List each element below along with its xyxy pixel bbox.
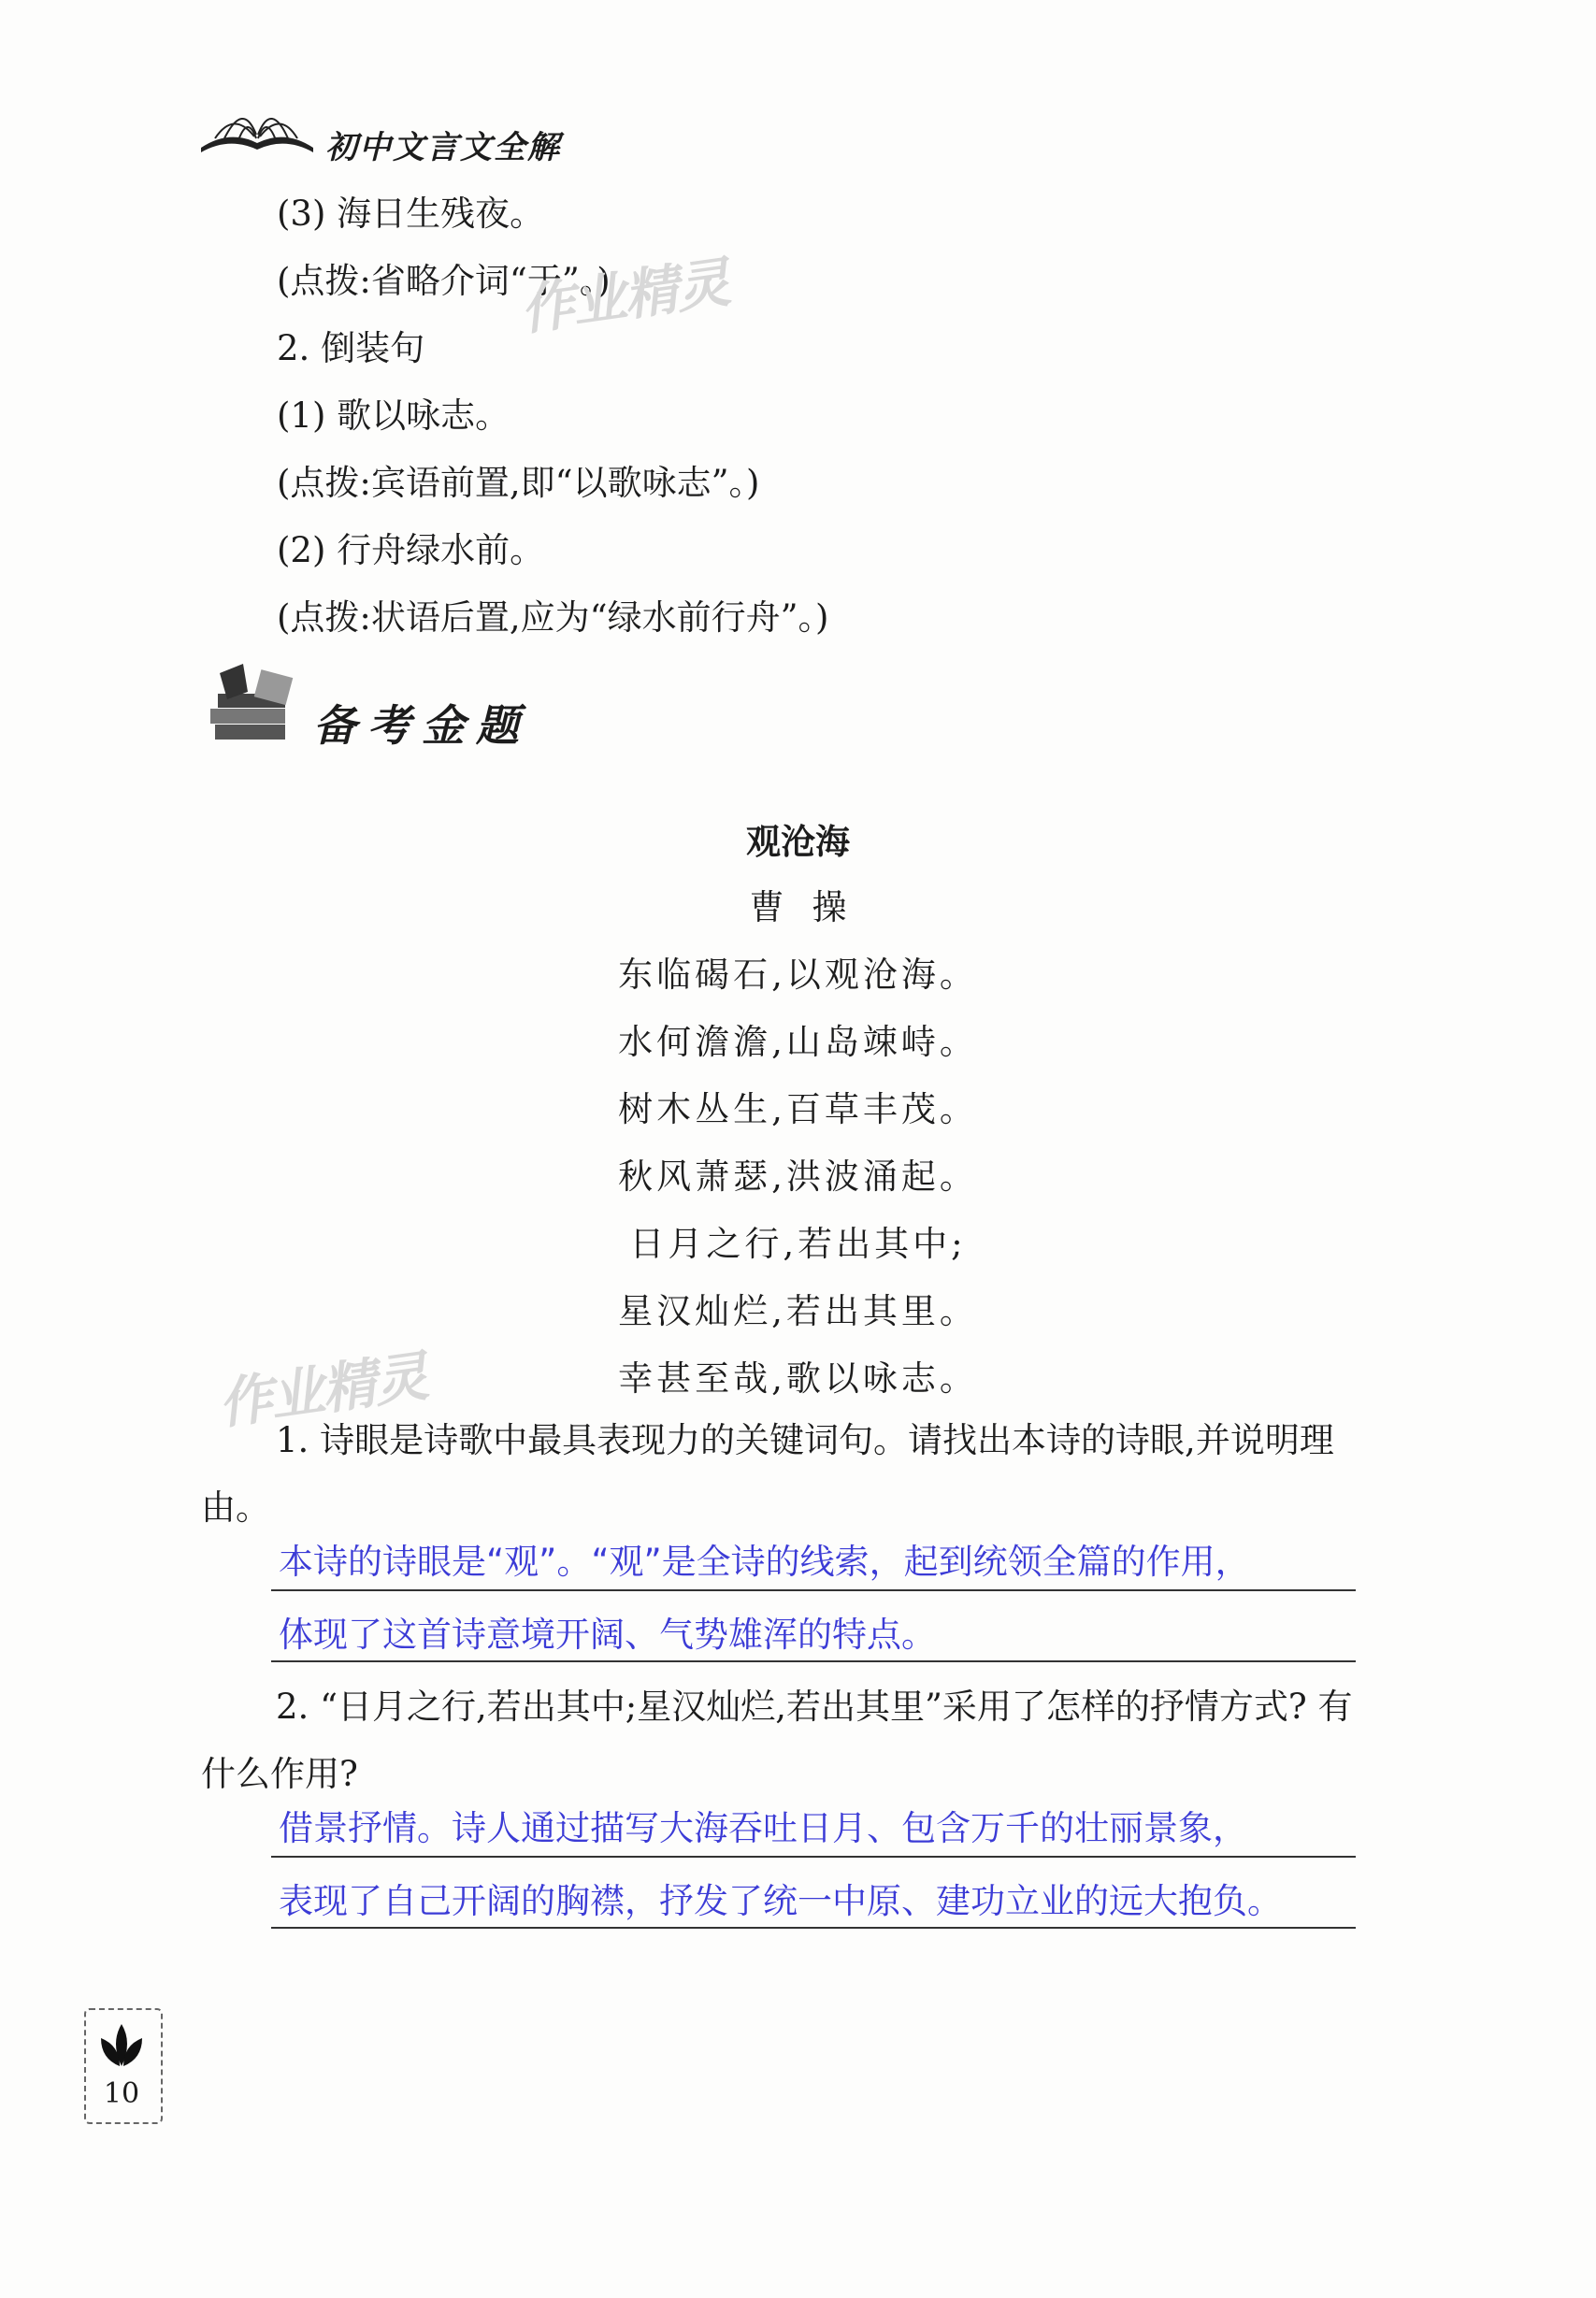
intro-line: 2. 倒装句	[277, 328, 425, 368]
question-2: 2. “日月之行,若出其中;星汉灿烂,若出其里”采用了怎样的抒情方式? 有什么作用?	[201, 1687, 1353, 1794]
section-title: 备考金题	[313, 700, 530, 751]
answer-rule	[271, 1589, 1356, 1591]
lotus-icon	[93, 2019, 150, 2071]
watermark: 作业精灵	[214, 1343, 431, 1437]
poem-line: 幸甚至哉,歌以咏志。	[618, 1358, 978, 1399]
poem-line: 秋风萧瑟,洪波涌起。	[618, 1156, 978, 1197]
header-title: 初中文言文全解	[325, 129, 561, 166]
answer-1-line-1: 本诗的诗眼是“观”。“观”是全诗的线索，起到统领全篇的作用，	[279, 1542, 1250, 1582]
poem-line: 水何澹澹,山岛竦峙。	[618, 1022, 978, 1062]
intro-line: (点拨:省略介词“于”。)	[277, 261, 611, 301]
answer-1-line-2: 体现了这首诗意境开阔、气势雄浑的特点。	[279, 1615, 936, 1655]
answer-rule	[271, 1660, 1356, 1662]
poem-line: 树木丛生,百草丰茂。	[618, 1089, 978, 1129]
answer-2-line-2: 表现了自己开阔的胸襟，抒发了统一中原、建功立业的远大抱负。	[279, 1881, 1282, 1921]
question-1: 1. 诗眼是诗歌中最具表现力的关键词句。请找出本诗的诗眼,并说明理由。	[201, 1420, 1334, 1528]
answer-rule	[271, 1856, 1356, 1858]
poem-author: 曹操	[749, 887, 875, 927]
intro-line: (1) 歌以咏志。	[277, 395, 510, 436]
page-number: 10	[103, 2077, 140, 2110]
intro-line: (点拨:宾语前置,即“以歌咏志”。)	[277, 463, 760, 503]
answer-2-line-1: 借景抒情。诗人通过描写大海吞吐日月、包含万千的壮丽景象，	[279, 1808, 1247, 1848]
poem-line: 日月之行,若出其中;	[629, 1224, 967, 1264]
poem-line: 东临碣石,以观沧海。	[618, 955, 978, 995]
answer-rule	[271, 1927, 1356, 1929]
intro-line: (2) 行舟绿水前。	[277, 530, 545, 570]
open-book-icon	[196, 101, 318, 157]
poem-title: 观沧海	[746, 821, 850, 862]
intro-line: (3) 海日生残夜。	[277, 194, 545, 234]
poem-line: 星汉灿烂,若出其里。	[618, 1291, 978, 1331]
intro-line: (点拨:状语后置,应为“绿水前行舟”。)	[277, 597, 829, 638]
watermark: 作业精灵	[516, 250, 733, 343]
books-stack-icon	[201, 654, 304, 757]
